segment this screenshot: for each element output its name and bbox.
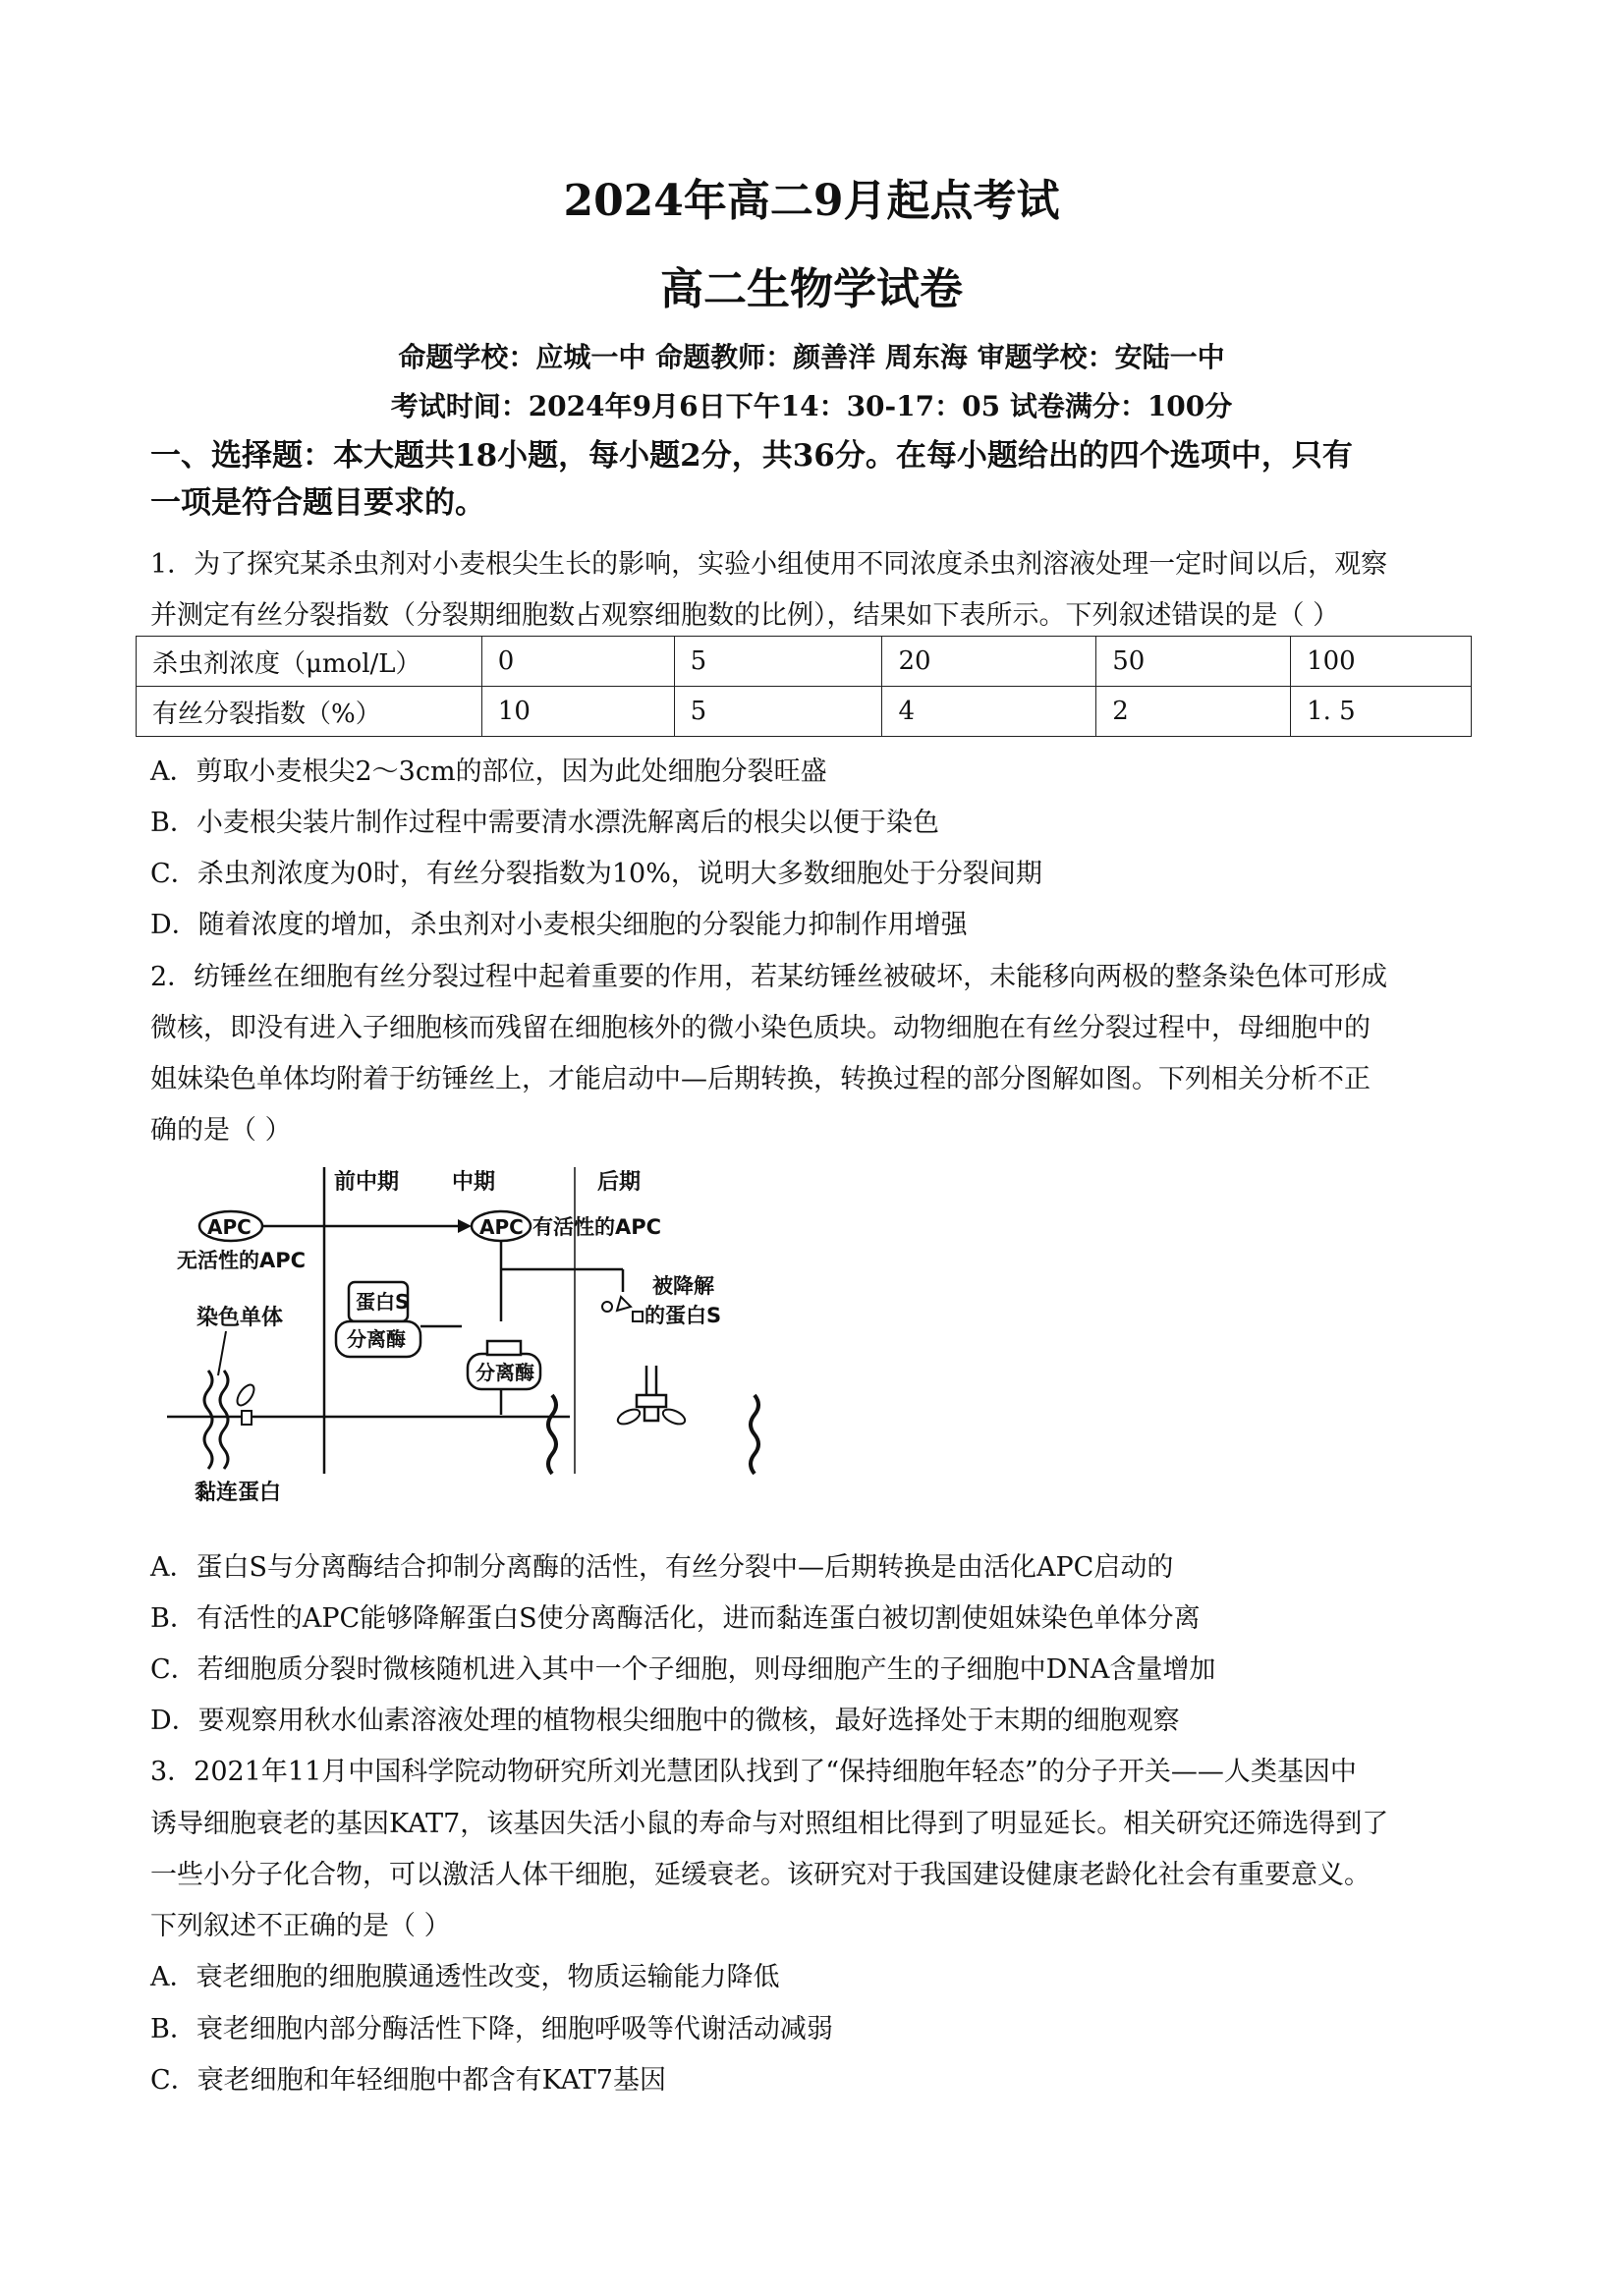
cohesin-shape — [242, 1411, 252, 1425]
section-heading-line2: 一项是符合题目要求的。 — [150, 485, 485, 521]
exam-authors: 命题学校：应城一中 命题教师：颜善洋 周东海 审题学校：安陆一中 — [398, 341, 1225, 373]
q2-stem-line4: 确的是（ ） — [150, 1115, 292, 1146]
pointer-line — [218, 1331, 226, 1375]
q1-option-c: C．杀虫剂浓度为0时，有丝分裂指数为10%，说明大多数细胞处于分裂间期 — [150, 859, 1042, 889]
stage-label-metaphase: 中期 — [452, 1170, 496, 1195]
q3-stem-line1: 3．2021年11月中国科学院动物研究所刘光慧团队找到了“保持细胞年轻态”的分子开关——人类基因中 — [150, 1757, 1357, 1787]
section-heading-line1: 一、选择题：本大题共18小题，每小题2分，共36分。在每小题给出的四个选项中，只有 — [150, 438, 1353, 474]
cohesin-label: 黏连蛋白 — [195, 1481, 282, 1505]
cut-cohesin-shape — [661, 1406, 688, 1427]
table-cell: 4 — [882, 687, 1096, 737]
q3-stem-line3: 一些小分子化合物，可以激活人体干细胞，延缓衰老。该研究对于我国建设健康老龄化社会有重要意义。 — [150, 1860, 1371, 1890]
q1-option-a: A．剪取小麦根尖2～3cm的部位，因为此处细胞分裂旺盛 — [150, 756, 827, 787]
mitosis-apc-diagram — [167, 1159, 776, 1513]
table-row — [137, 637, 1472, 687]
q2-stem-line2: 微核，即没有进入子细胞核而残留在细胞核外的微小染色质块。动物细胞在有丝分裂过程中，母细胞中的 — [150, 1013, 1371, 1043]
table-cell: 0 — [481, 637, 674, 687]
exam-title: 2024年高二9月起点考试 — [563, 176, 1060, 226]
table-cell: 1. 5 — [1291, 687, 1472, 737]
inactive-apc-label: 无活性的APC — [177, 1249, 307, 1272]
degraded-label-2: 的蛋白S — [644, 1304, 722, 1327]
table-cell: 50 — [1096, 637, 1291, 687]
exam-subtitle: 高二生物学试卷 — [660, 264, 963, 314]
table-cell: 20 — [882, 637, 1096, 687]
separase-label: 分离酶 — [347, 1327, 406, 1351]
table-row — [137, 687, 1472, 737]
chromatid-shape — [220, 1371, 228, 1469]
q2-option-c: C．若细胞质分裂时微核随机进入其中一个子细胞，则母细胞产生的子细胞中DNA含量增加 — [150, 1654, 1216, 1685]
arrow-head — [458, 1219, 472, 1233]
q2-option-a: A．蛋白S与分离酶结合抑制分离酶的活性，有丝分裂中—后期转换是由活化APC启动的 — [150, 1552, 1174, 1583]
chromatid-label: 染色单体 — [196, 1306, 284, 1330]
stage-label-prometaphase: 前中期 — [334, 1170, 400, 1195]
q1-data-table — [136, 636, 1472, 737]
q2-stem-line3: 姐妹染色单体均附着于纺锤丝上，才能启动中—后期转换，转换过程的部分图解如图。下列相关分析不正 — [150, 1064, 1371, 1094]
table-cell: 有丝分裂指数（%） — [137, 687, 482, 737]
active-apc-label: 有活性的APC — [532, 1215, 662, 1239]
apc-label: APC — [207, 1215, 252, 1239]
protein-s-label: 蛋白S — [356, 1290, 410, 1314]
table-cell: 5 — [674, 637, 882, 687]
chromatid-shape — [204, 1371, 212, 1469]
table-cell: 10 — [481, 687, 674, 737]
q2-option-b: B．有活性的APC能够降解蛋白S使分离酶活化，进而黏连蛋白被切割使姐妹染色单体分离 — [150, 1603, 1201, 1634]
q3-stem-line2: 诱导细胞衰老的基因KAT7，该基因失活小鼠的寿命与对照组相比得到了明显延长。相关研究还筛选得到了 — [150, 1809, 1389, 1839]
table-cell: 2 — [1096, 687, 1291, 737]
q2-stem-line1: 2．纺锤丝在细胞有丝分裂过程中起着重要的作用，若某纺锤丝被破坏，未能移向两极的整条染色体可形成 — [150, 962, 1388, 992]
separated-chromatid — [548, 1395, 556, 1474]
degraded-label-1: 被降解 — [652, 1274, 714, 1298]
apc-label: APC — [479, 1215, 524, 1239]
q3-option-c: C．衰老细胞和年轻细胞中都含有KAT7基因 — [150, 2065, 666, 2096]
table-cell: 5 — [674, 687, 882, 737]
fragment-shape — [633, 1312, 643, 1321]
table-cell: 100 — [1291, 637, 1472, 687]
q3-option-a: A．衰老细胞的细胞膜通透性改变，物质运输能力降低 — [150, 1962, 780, 1992]
fragment-shape — [617, 1297, 631, 1311]
q1-option-b: B．小麦根尖装片制作过程中需要清水漂洗解离后的根尖以便于染色 — [150, 808, 939, 838]
cohesin-shape — [234, 1382, 257, 1409]
q3-stem-line4: 下列叙述不正确的是（ ） — [150, 1911, 451, 1941]
q1-stem-line2: 并测定有丝分裂指数（分裂期细胞数占观察细胞数的比例），结果如下表所示。下列叙述错误的是（ ） — [150, 600, 1340, 631]
table-cell: 杀虫剂浓度（μmol/L） — [137, 637, 482, 687]
q1-stem-line1: 1．为了探究某杀虫剂对小麦根尖生长的影响，实验小组使用不同浓度杀虫剂溶液处理一定时间以后，观察 — [150, 549, 1388, 580]
active-separase-label: 分离酶 — [476, 1361, 534, 1384]
q1-option-d: D．随着浓度的增加，杀虫剂对小麦根尖细胞的分裂能力抑制作用增强 — [150, 910, 968, 940]
section-heading — [150, 432, 1486, 527]
separated-chromatid — [751, 1395, 758, 1474]
separase-cut-shape — [637, 1366, 666, 1421]
fragment-shape — [602, 1302, 612, 1312]
cut-cohesin-shape — [616, 1406, 643, 1427]
active-separase-notch — [487, 1341, 521, 1355]
q3-option-b: B．衰老细胞内部分酶活性下降，细胞呼吸等代谢活动减弱 — [150, 2014, 833, 2044]
q2-option-d: D．要观察用秋水仙素溶液处理的植物根尖细胞中的微核，最好选择处于末期的细胞观察 — [150, 1706, 1180, 1736]
exam-time: 考试时间：2024年9月6日下午14：30-17：05 试卷满分：100分 — [390, 390, 1233, 422]
stage-label-anaphase: 后期 — [597, 1170, 642, 1195]
